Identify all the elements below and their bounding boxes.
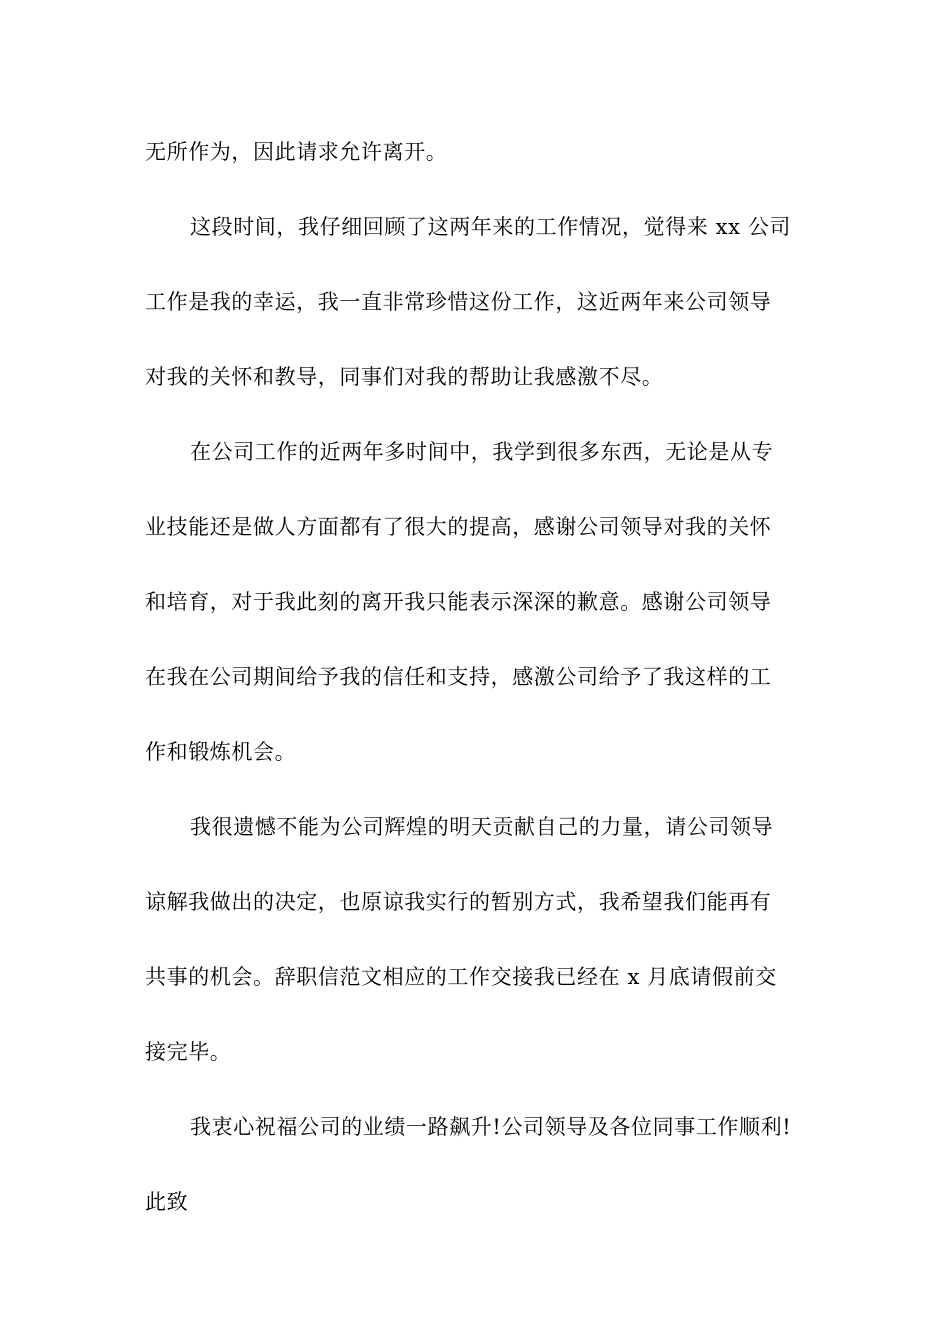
text-line-4: 对我的关怀和教导，同事们对我的帮助让我感激不尽。 xyxy=(145,365,664,389)
text-line-11: 谅解我做出的决定，也原谅我实行的暂别方式，我希望我们能再有 xyxy=(145,890,772,914)
text-line-15: 此致 xyxy=(145,1190,189,1214)
text-line-10: 我很遗憾不能为公司辉煌的明天贡献自己的力量，请公司领导 xyxy=(190,815,774,839)
text-line-2: 这段时间，我仔细回顾了这两年来的工作情况，觉得来 xx 公司 xyxy=(190,215,792,239)
text-line-13: 接完毕。 xyxy=(145,1040,232,1064)
text-line-14: 我衷心祝福公司的业绩一路飙升!公司领导及各位同事工作顺利! xyxy=(190,1115,792,1139)
text-line-1: 无所作为，因此请求允许离开。 xyxy=(145,140,448,164)
text-line-8: 在我在公司期间给予我的信任和支持，感激公司给予了我这样的工 xyxy=(145,665,772,689)
text-line-5: 在公司工作的近两年多时间中，我学到很多东西，无论是从专 xyxy=(190,440,774,464)
text-line-12: 共事的机会。辞职信范文相应的工作交接我已经在 x 月底请假前交 xyxy=(145,965,777,989)
text-line-6: 业技能还是做人方面都有了很大的提高，感谢公司领导对我的关怀 xyxy=(145,515,772,539)
text-line-9: 作和锻炼机会。 xyxy=(145,740,297,764)
text-line-7: 和培育，对于我此刻的离开我只能表示深深的歉意。感谢公司领导 xyxy=(145,590,772,614)
text-line-3: 工作是我的幸运，我一直非常珍惜这份工作，这近两年来公司领导 xyxy=(145,290,772,314)
